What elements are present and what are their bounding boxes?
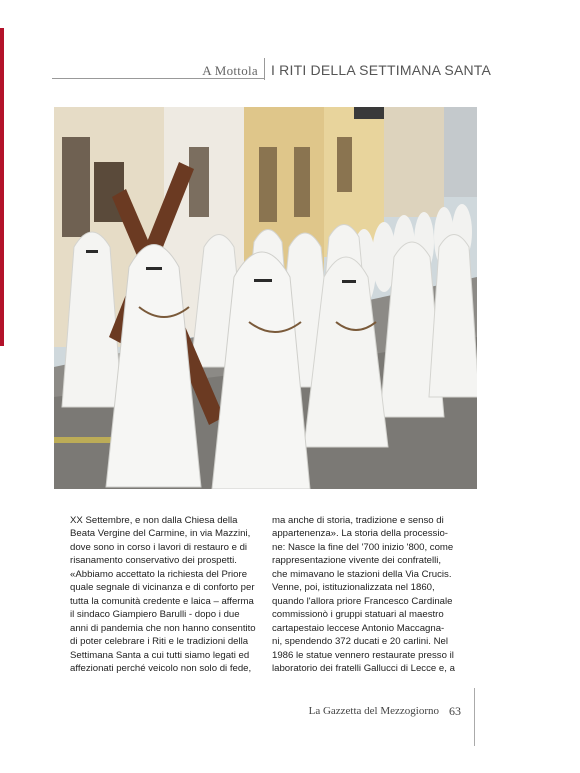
- article-line: 1986 le statue vennero restaurate presso il: [272, 649, 454, 661]
- article-line: di poter celebrare i Riti e le tradizioni della: [70, 636, 249, 648]
- article-line: Beata Vergine del Carmine, in via Mazzini,: [70, 528, 251, 540]
- article-line: XX Settembre, e non dalla Chiesa della: [70, 515, 238, 526]
- article-line: che mimavano le stazioni della Via Crucis.: [272, 568, 452, 580]
- header-section-title: I RITI DELLA SETTIMANA SANTA: [271, 62, 492, 78]
- article-line: ne: Nasce la fine del '700 inizio '800, come: [272, 541, 454, 553]
- article-column-1: [70, 514, 273, 675]
- red-accent-bar: [0, 28, 4, 346]
- article-line: laboratorio dei fratelli Gallucci di Lecce e, a: [272, 662, 455, 674]
- article-line: affezionati perché veicolo non solo di fede,: [70, 662, 252, 674]
- article-line: Settimana Santa a cui tutti siamo legati ed: [70, 649, 250, 661]
- article-line: quale segnale di vicinanza e di conforto per: [70, 582, 255, 594]
- article-line: ni, spendendo 372 ducati e 20 carlini. Nel: [272, 636, 449, 648]
- article-line: tutta la comunità credente e laica – afferma: [70, 595, 254, 607]
- header-location: A Mottola: [202, 63, 258, 78]
- article-column-2: [272, 514, 475, 675]
- footer-publication: La Gazzetta del Mezzogiorno: [308, 705, 439, 717]
- article-line: commissionò i gruppi statuari al maestro: [272, 609, 444, 621]
- footer-rule: [474, 688, 475, 746]
- article-line: Venne, poi, istituzionalizzata nel 1860,: [272, 582, 435, 594]
- article-line: il sindaco Giampiero Barulli - dopo i due: [70, 609, 240, 621]
- article-line: «Abbiamo accettato la richiesta del Priore: [70, 568, 248, 580]
- article-line: ma anche di storia, tradizione e senso di: [272, 515, 444, 526]
- article-line: appartenenza». La storia della processio-: [272, 528, 448, 540]
- article-line: quando l'allora priore Francesco Cardinale: [272, 595, 453, 607]
- page-number: 63: [449, 704, 461, 718]
- header-divider: [264, 58, 265, 80]
- article-line: dove sono in corso i lavori di restauro e di: [70, 541, 248, 553]
- article-line: cartapestaio leccese Antonio Maccagna-: [272, 622, 445, 634]
- article-line: rappresentazione vivente dei confratelli,: [272, 555, 442, 567]
- article-line: anni di pandemia che non hanno consentito: [70, 622, 256, 634]
- procession-photo: [54, 107, 477, 489]
- article-line: risanamento conservativo dei prospetti.: [70, 555, 237, 567]
